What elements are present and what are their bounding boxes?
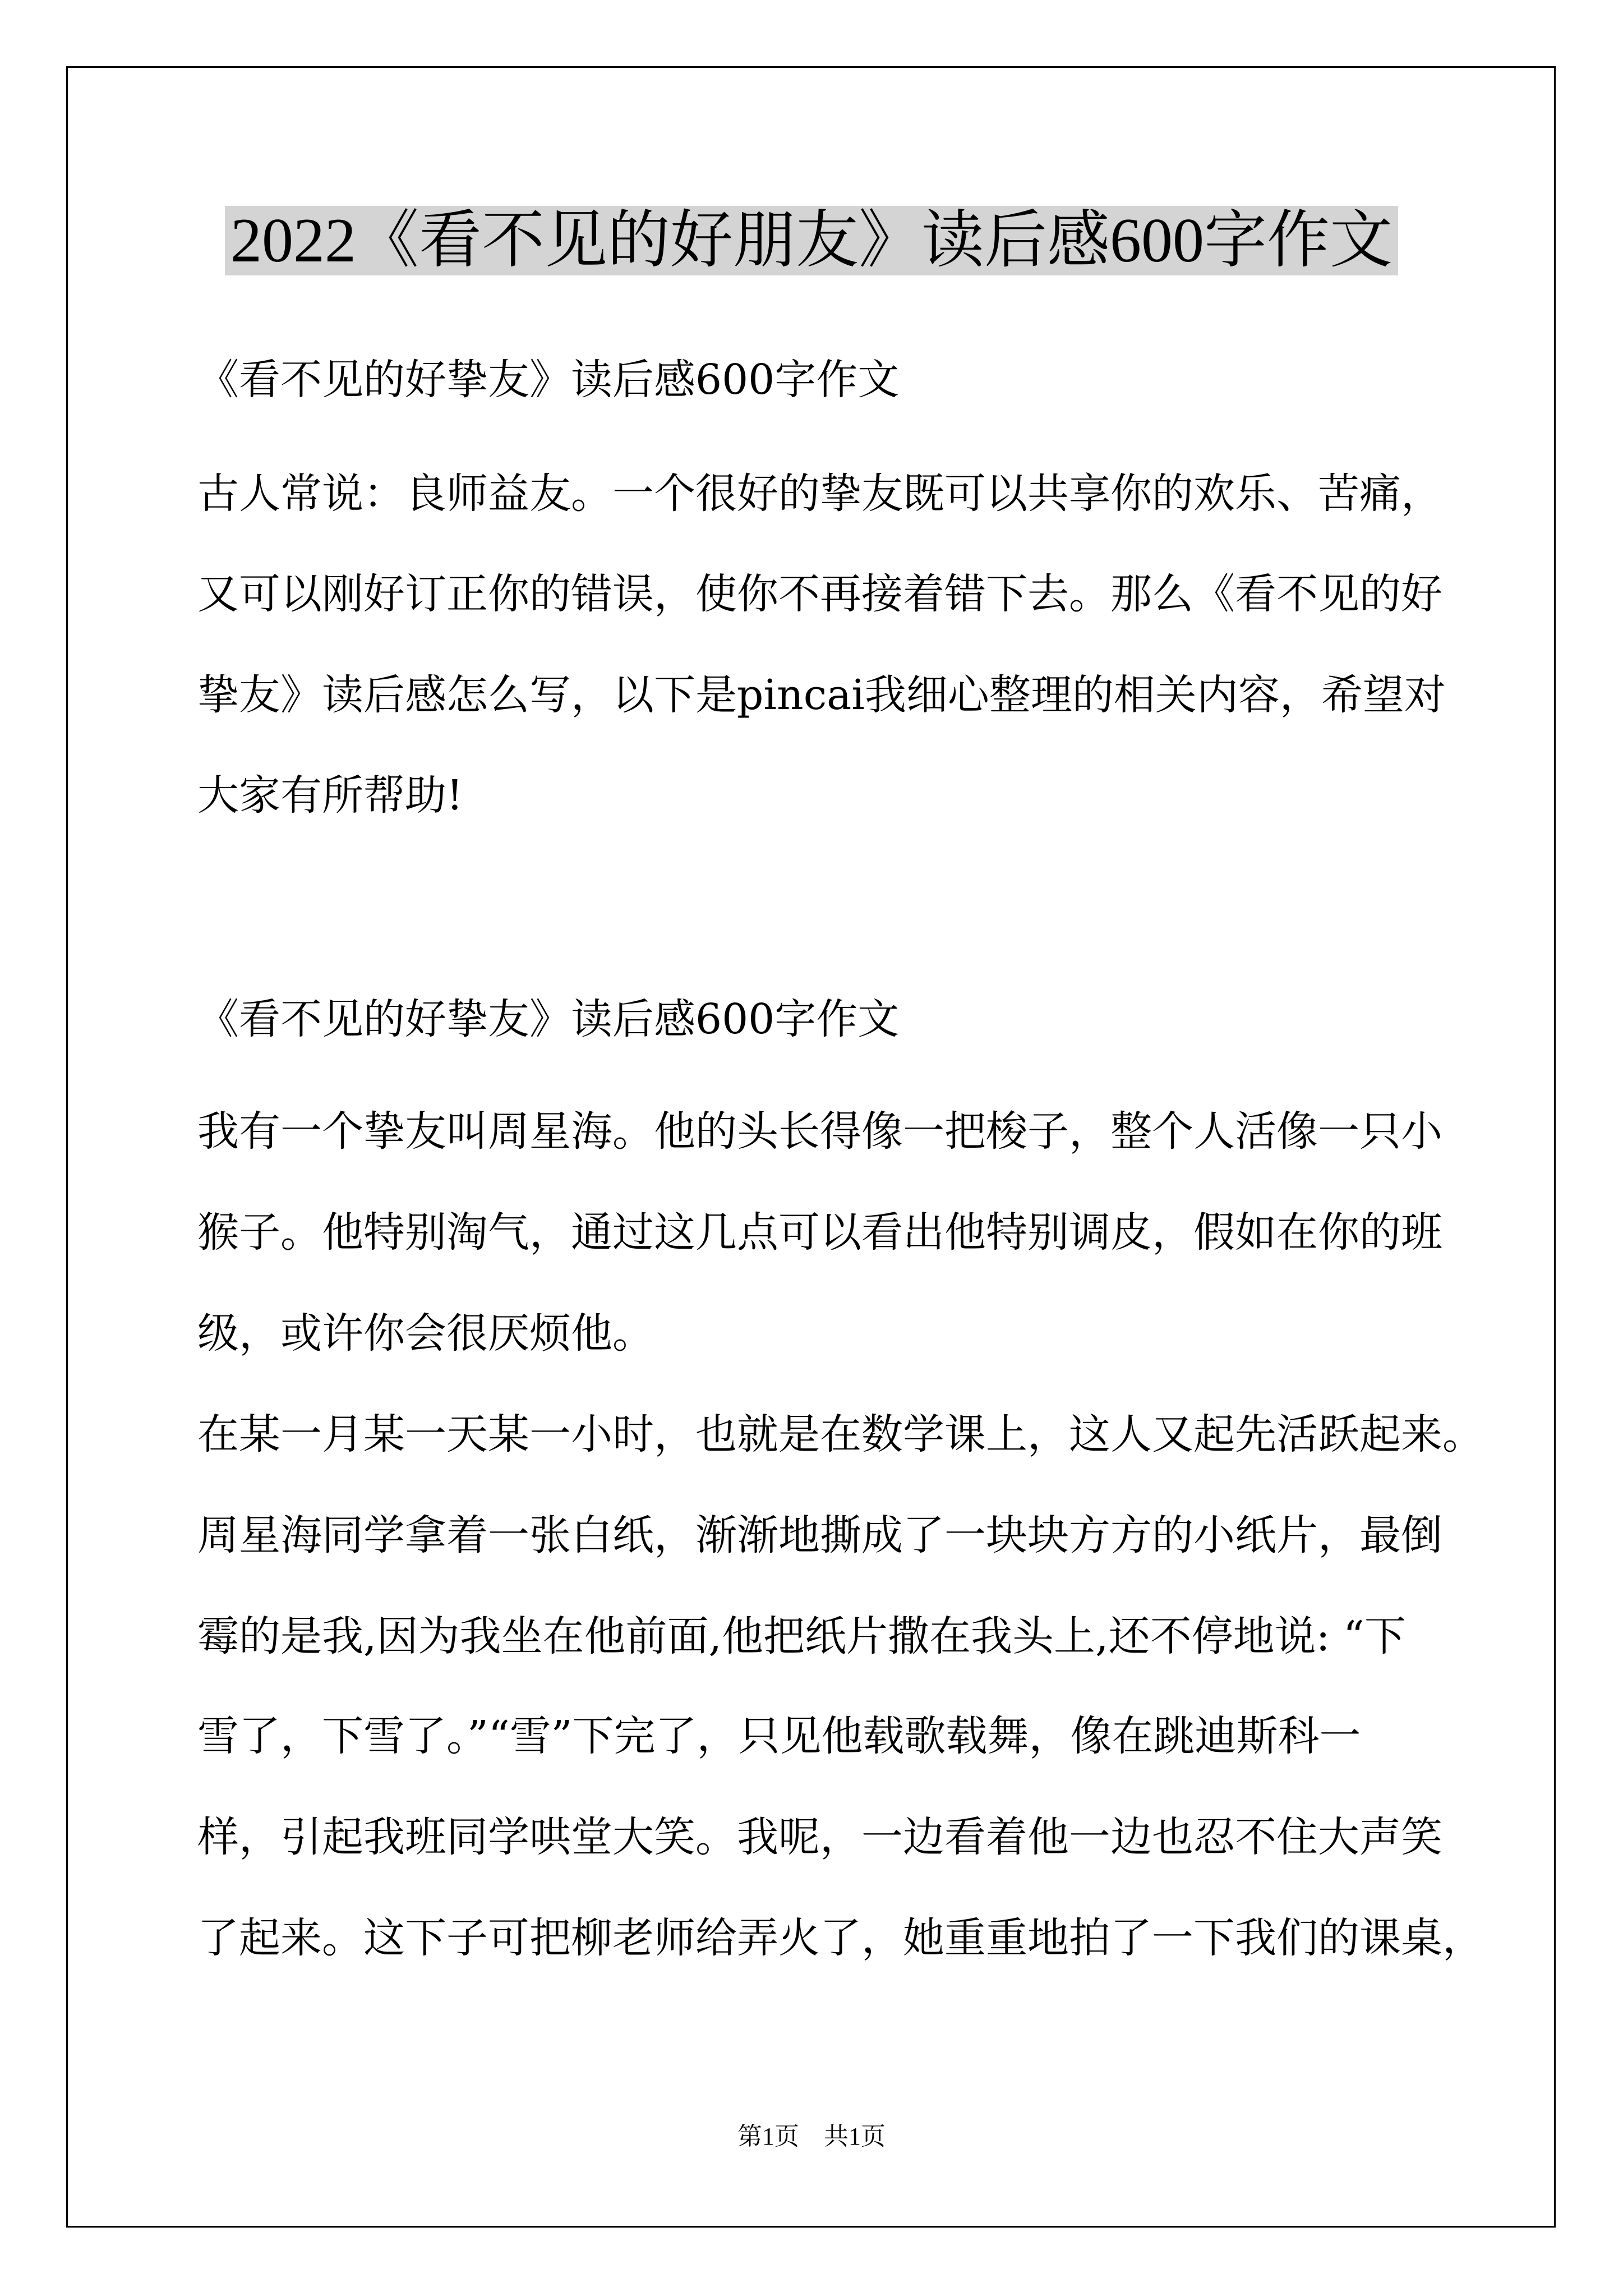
body-line: 级，或许你会很厌烦他。 [197,1309,654,1358]
body-line: 挚友》读后感怎么写，以下是pincai我细心整理的相关内容，希望对 [197,671,1446,719]
body-line: 大家有所帮助! [197,771,463,820]
body-line: 我有一个挚友叫周星海。他的头长得像一把梭子，整个人活像一只小 [197,1107,1442,1156]
body-line: 雪了，下雪了。”“雪”下完了，只见他载歌载舞，像在跳迪斯科一 [197,1712,1361,1760]
body-line: 样，引起我班同学哄堂大笑。我呢，一边看着他一边也忍不住大声笑 [197,1813,1442,1861]
body-line: 古人常说：良师益友。一个很好的挚友既可以共享你的欢乐、苦痛， [197,470,1442,518]
body-line: 霉的是我,因为我坐在他前面,他把纸片撒在我头上,还不停地说: “下 [197,1612,1406,1660]
document-title: 2022《看不见的好朋友》读后感600字作文 [0,199,1623,283]
body-line: 猴子。他特别淘气，通过这几点可以看出他特别调皮，假如在你的班 [197,1208,1442,1257]
page-footer: 第1页 共1页 [737,2123,886,2150]
body-line: 在某一月某一天某一小时，也就是在数学课上，这人又起先活跃起来。 [197,1410,1484,1458]
body-line: 又可以刚好订正你的错误，使你不再接着错下去。那么《看不见的好 [197,570,1442,618]
body-line: 周星海同学拿着一张白纸，渐渐地撕成了一块块方方的小纸片，最倒 [197,1511,1442,1559]
body-line: 了起来。这下子可把柳老师给弄火了，她重重地拍了一下我们的课桌， [197,1914,1484,1962]
subtitle-line: 《看不见的好挚友》读后感600字作文 [197,356,900,404]
subtitle-line: 《看不见的好挚友》读后感600字作文 [197,995,900,1043]
